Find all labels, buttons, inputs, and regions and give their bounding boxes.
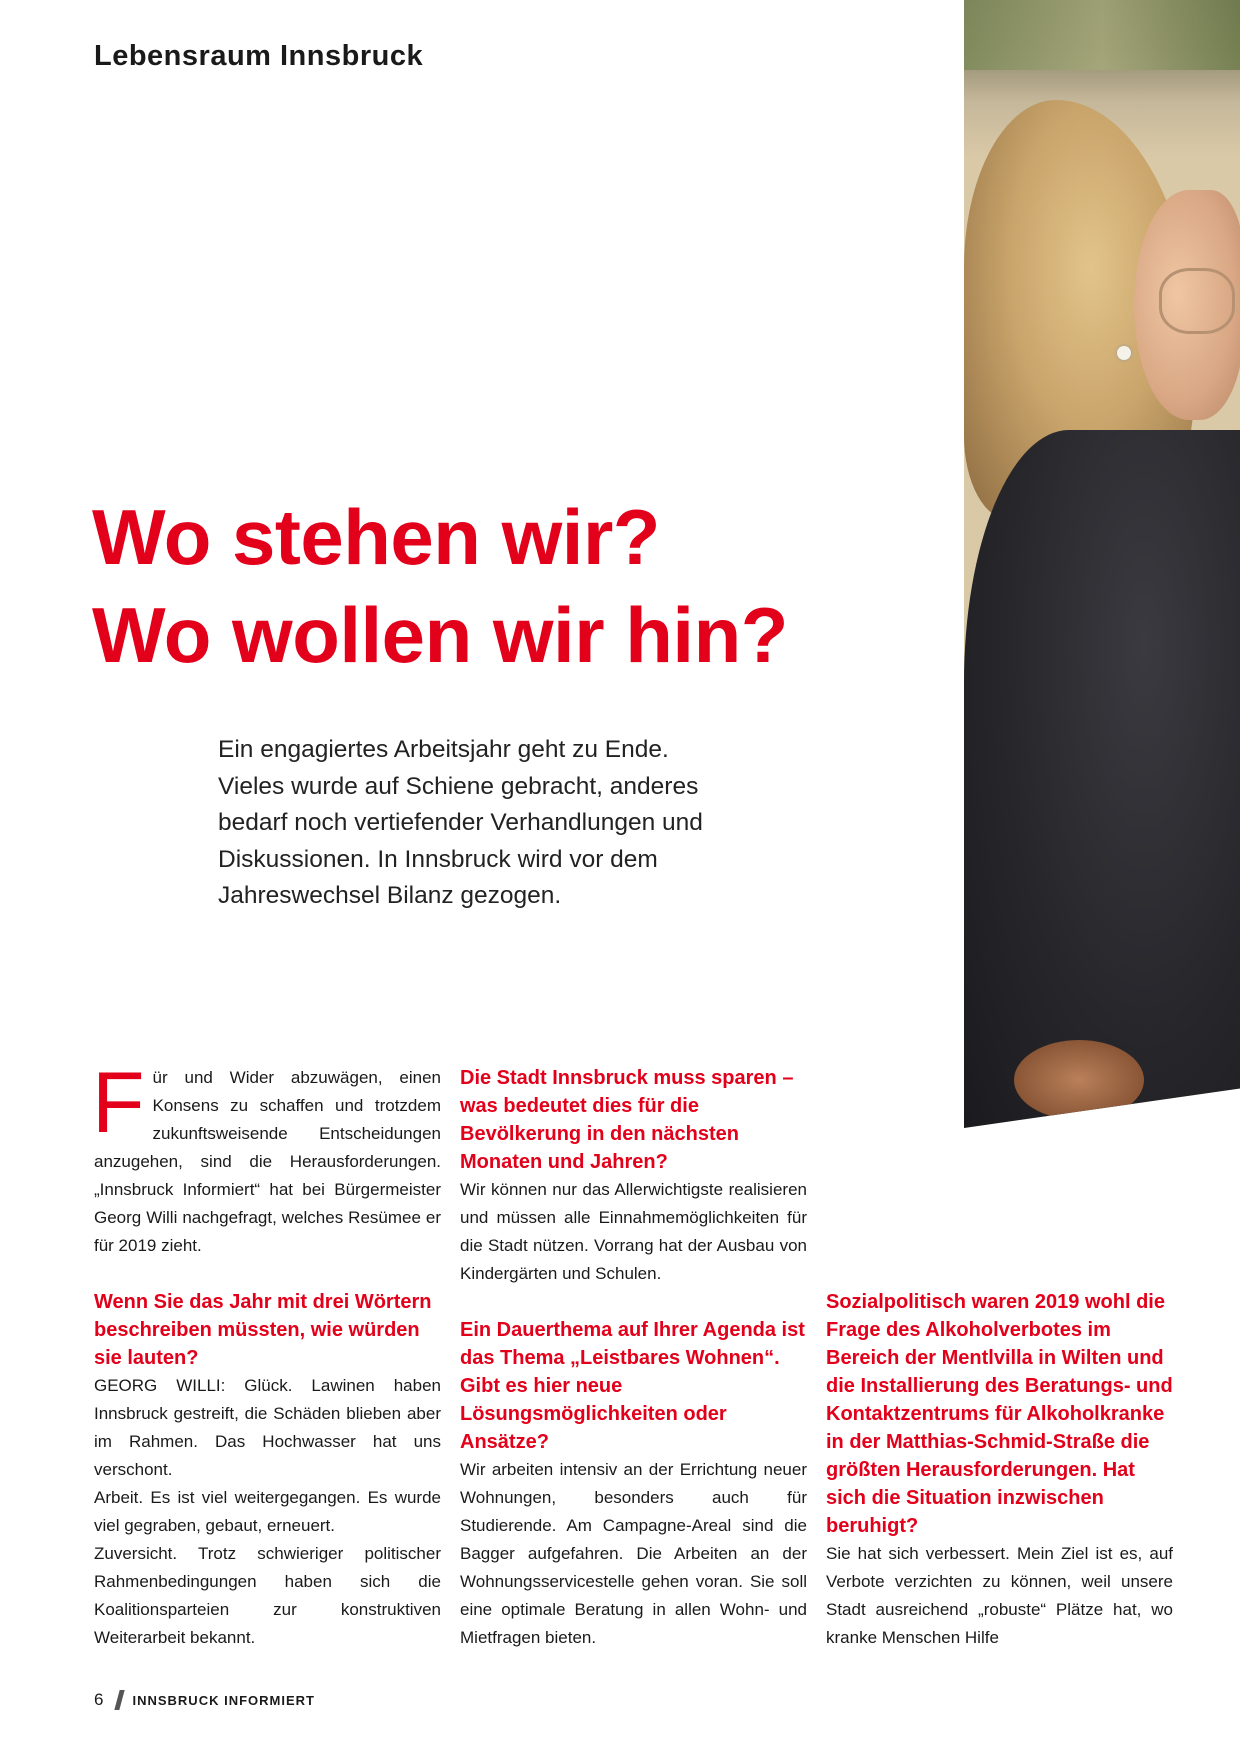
intro-text: ür und Wider abzuwägen, einen Konsens zu schaffen und trotzdem zukunftsweisende Entscheidungen anzugehen, sind die Herausforderungen. „Innsbruck Informiert“ hat bei Bürgermeister Georg Willi nachgefragt, welches Resümee er für 2019 zieht. [94, 1068, 441, 1255]
question-1: Wenn Sie das Jahr mit drei Wörtern beschreiben müssten, wie würden sie lauten? [94, 1291, 432, 1369]
question-3: Ein Dauerthema auf Ihrer Agenda ist das Thema „Leistbares Wohnen“. Gibt es hier neue Lösungsmöglichkeiten oder Ansätze? [460, 1319, 805, 1453]
intro-paragraph [92, 1055, 441, 1260]
photo-hand [1014, 1040, 1144, 1120]
slash-divider-icon [115, 1690, 125, 1710]
photo-jacket [964, 430, 1240, 1128]
column-1 [92, 1055, 441, 1652]
answer-1a: GEORG WILLI: Glück. Lawinen haben Innsbruck gestreift, die Schäden blieben aber im Rahmen. Das Hochwasser hat uns verschont. [94, 1376, 441, 1479]
page-number: 6 [94, 1690, 104, 1709]
answer-1c: Zuversicht. Trotz schwieriger politischer Rahmenbedingungen haben sich die Koalitionsparteien zur konstruktiven Weiterarbeit bekannt. [94, 1544, 441, 1647]
column-3 [826, 1288, 1173, 1652]
question-2: Die Stadt Innsbruck muss sparen – was bedeutet dies für die Bevölkerung in den nächsten Monaten und Jahren? [460, 1067, 794, 1173]
headline-line-1: Wo stehen wir? [92, 493, 660, 581]
photo-earring [1117, 346, 1131, 360]
photo-background [964, 0, 1240, 70]
dropcap: F [92, 1055, 145, 1151]
section-label: Lebensraum Innsbruck [94, 40, 424, 72]
answer-3: Wir arbeiten intensiv an der Errichtung neuer Wohnungen, besonders auch für Studierende. Am Campagne-Areal sind die Bagger aufgefahren. Die Arbeiten an der Wohnungsservicestelle gehen voran. Sie soll eine optimale Beratung in allen Wohn- und Mietfragen bieten. [460, 1460, 807, 1647]
page-footer [94, 1690, 315, 1710]
answer-2: Wir können nur das Allerwichtigste realisieren und müssen alle Einnahmemöglichkeiten für die Stadt nützen. Vorrang hat der Ausbau von Kindergärten und Schulen. [460, 1180, 807, 1283]
photo-glasses [1159, 268, 1235, 334]
headline [92, 488, 952, 684]
lead-paragraph: Ein engagiertes Arbeitsjahr geht zu Ende. Vieles wurde auf Schiene gebracht, anderes bedarf noch vertiefender Verhandlungen und Diskussionen. In Innsbruck wird vor dem Jahreswechsel Bilanz gezogen. [218, 736, 703, 909]
answer-4: Sie hat sich verbessert. Mein Ziel ist es, auf Verbote verzichten zu können, weil unsere Stadt ausreichend „robuste“ Plätze hat, wo kranke Menschen Hilfe [826, 1544, 1173, 1647]
answer-1b: Arbeit. Es ist viel weitergegangen. Es wurde viel gegraben, gebaut, erneuert. [94, 1488, 441, 1535]
publication-name: INNSBRUCK INFORMIERT [132, 1692, 315, 1708]
question-4: Sozialpolitisch waren 2019 wohl die Frage des Alkoholverbotes im Bereich der Mentlvilla in Wilten und die Installierung des Beratungs- und Kontaktzentrums für Alkoholkranke in der Matthias-Schmid-Straße die größten Herausforderungen. Hat sich die Situation inzwischen beruhigt? [826, 1291, 1173, 1537]
headline-line-2: Wo wollen wir hin? [92, 591, 788, 679]
column-2 [460, 1064, 807, 1652]
portrait-photo [964, 0, 1240, 1128]
